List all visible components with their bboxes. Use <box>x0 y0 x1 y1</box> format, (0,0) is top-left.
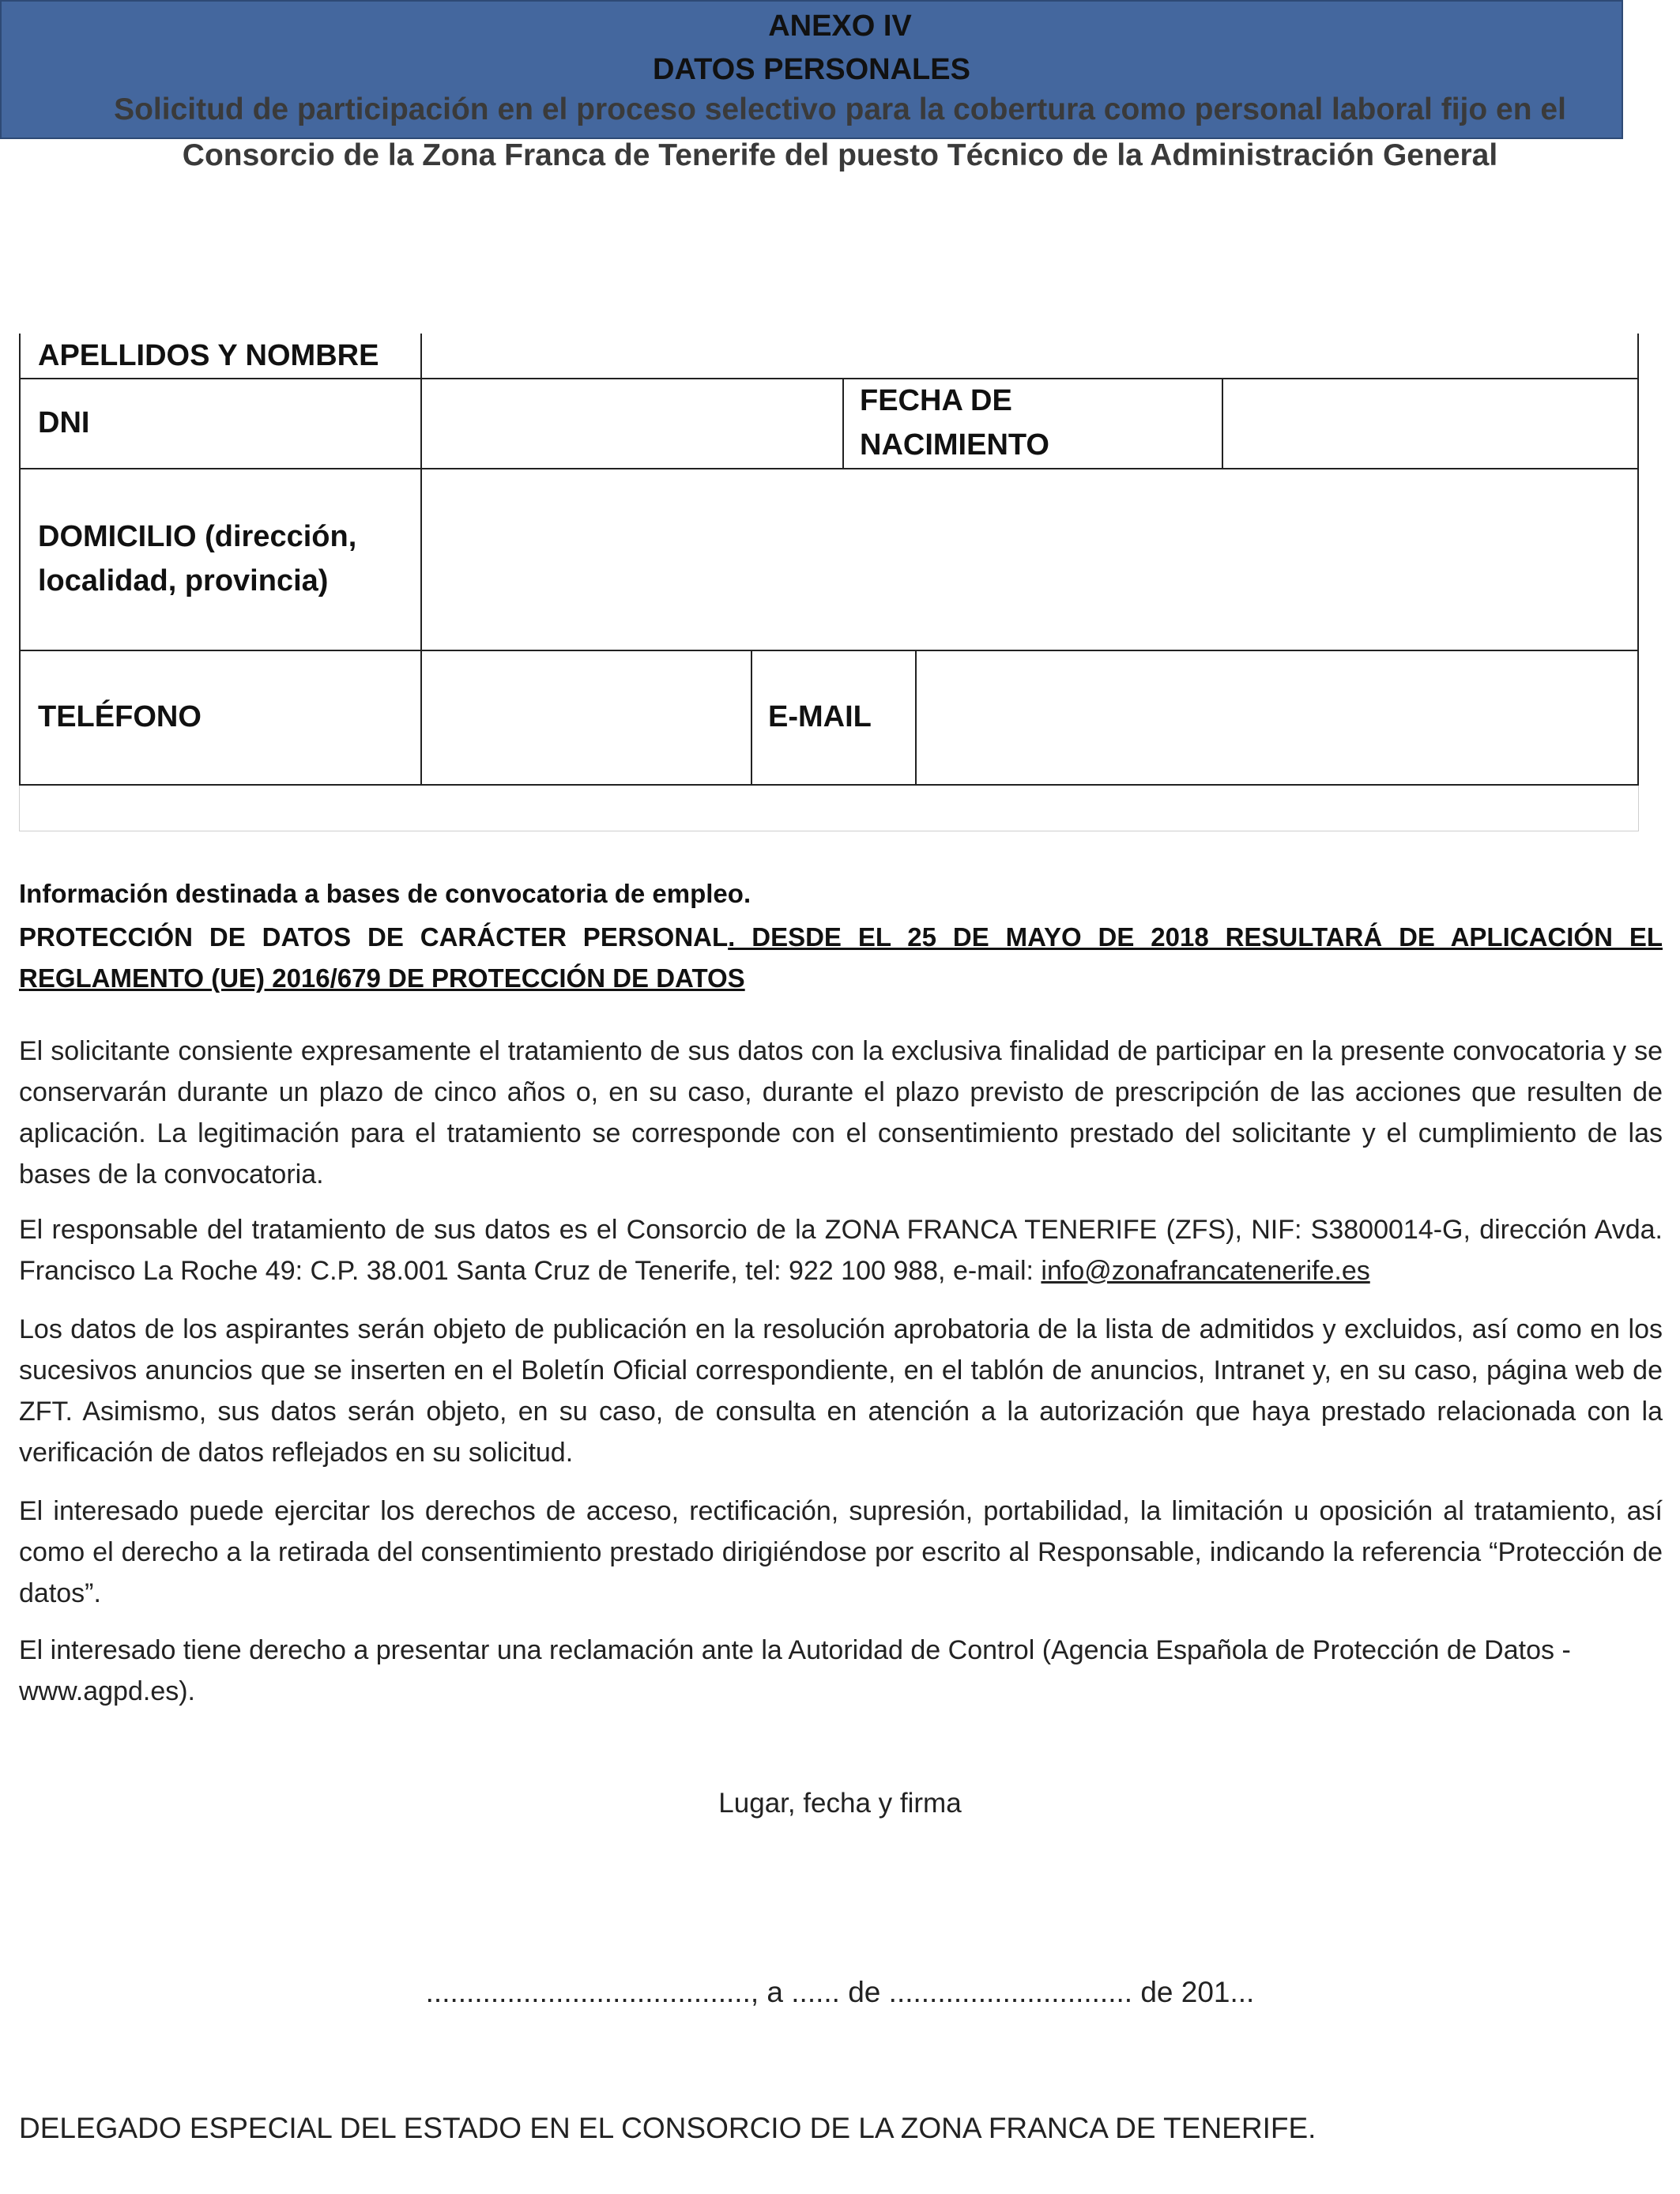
document-subtitle <box>47 87 1633 179</box>
complaint-paragraph: El interesado tiene derecho a presentar una reclamación ante la Autoridad de Control (Agencia Española de Protección de Datos - www.agpd.es). <box>19 1635 1571 1706</box>
dni-field[interactable] <box>420 378 844 469</box>
form-empty-row <box>19 786 1639 831</box>
data-protection-heading-title: PROTECCIÓN DE DATOS DE CARÁCTER PERSONAL <box>19 922 729 952</box>
addressee-line: DELEGADO ESPECIAL DEL ESTADO EN EL CONSORCIO DE LA ZONA FRANCA DE TENERIFE. <box>19 2112 1317 2144</box>
controller-paragraph <box>19 1209 1663 1291</box>
birth-date-label-line-1: FECHA DE <box>860 384 1012 417</box>
publication-paragraph: Los datos de los aspirantes serán objeto de publicación en la resolución aprobatoria de la lista de admitidos y excluidos, así como en los sucesivos anuncios que se inserten en el Boletín Oficial correspondiente, en el tablón de anuncios, Intranet y, en su caso, página web de ZFT. Asimismo, sus datos serán objeto, en su caso, de consulta en atención a la autorización que haya prestado relacionada con la verificación de datos reflejados en su solicitud. <box>19 1314 1663 1468</box>
address-field[interactable] <box>420 468 1639 651</box>
address-label <box>19 468 422 651</box>
address-label-line-1: DOMICILIO (dirección, <box>38 520 357 553</box>
phone-label: TELÉFONO <box>19 650 422 786</box>
name-field[interactable] <box>420 334 1639 379</box>
phone-field[interactable] <box>420 650 752 786</box>
date-place-line: ........................................, a ...... de .............................. de 201... <box>425 1976 1255 2008</box>
controller-email-link[interactable]: info@zonafrancatenerife.es <box>1041 1256 1370 1286</box>
address-label-line-2: localidad, provincia) <box>38 564 329 598</box>
annex-title: ANEXO IV <box>768 9 912 43</box>
email-field[interactable] <box>915 650 1639 786</box>
data-protection-heading <box>19 917 1663 999</box>
dni-label: DNI <box>19 378 422 469</box>
birth-date-label-line-2: NACIMIENTO <box>860 428 1049 462</box>
birth-date-field[interactable] <box>1222 378 1639 469</box>
email-label: E-MAIL <box>751 650 917 786</box>
section-header-personal-data: DATOS PERSONALES <box>0 0 1623 139</box>
subtitle-line-1: Solicitud de participación en el proceso selectivo para la cobertura como personal laboral fijo en el <box>114 92 1566 126</box>
consent-paragraph: El solicitante consiente expresamente el tratamiento de sus datos con la exclusiva finalidad de participar en la presente convocatoria y se conservarán durante un plazo de cinco años o, en su caso, durante el plazo previsto de prescripción de las acciones que resulten de aplicación. La legitimación para el tratamiento se corresponde con el consentimiento prestado del solicitante y el cumplimiento de las bases de la convocatoria. <box>19 1036 1663 1189</box>
data-protection-heading-regulation: . DESDE EL 25 DE MAYO DE 2018 RESULTARÁ DE APLICACIÓN EL REGLAMENTO (UE) 2016/679 DE PROTECCIÓN DE DATOS <box>19 922 1663 993</box>
rights-paragraph: El interesado puede ejercitar los derechos de acceso, rectificación, supresión, portabilidad, la limitación u oposición al tratamiento, así como el derecho a la retirada del consentimiento prestado dirigiéndose por escrito al Responsable, indicando la referencia “Protección de datos”. <box>19 1496 1663 1608</box>
controller-text: El responsable del tratamiento de sus datos es el Consorcio de la ZONA FRANCA TENERIFE (ZFS), NIF: S3800014-G, dirección Avda. Francisco La Roche 49: C.P. 38.001 Santa Cruz de Tenerife, tel: 922 100 988, e-mail: <box>19 1215 1663 1286</box>
name-label: APELLIDOS Y NOMBRE <box>19 334 422 379</box>
info-heading: Información destinada a bases de convocatoria de empleo. <box>19 879 751 908</box>
birth-date-label <box>842 378 1223 469</box>
subtitle-line-2: Consorcio de la Zona Franca de Tenerife del puesto Técnico de la Administración General <box>182 138 1498 172</box>
signature-label: Lugar, fecha y firma <box>718 1788 962 1819</box>
